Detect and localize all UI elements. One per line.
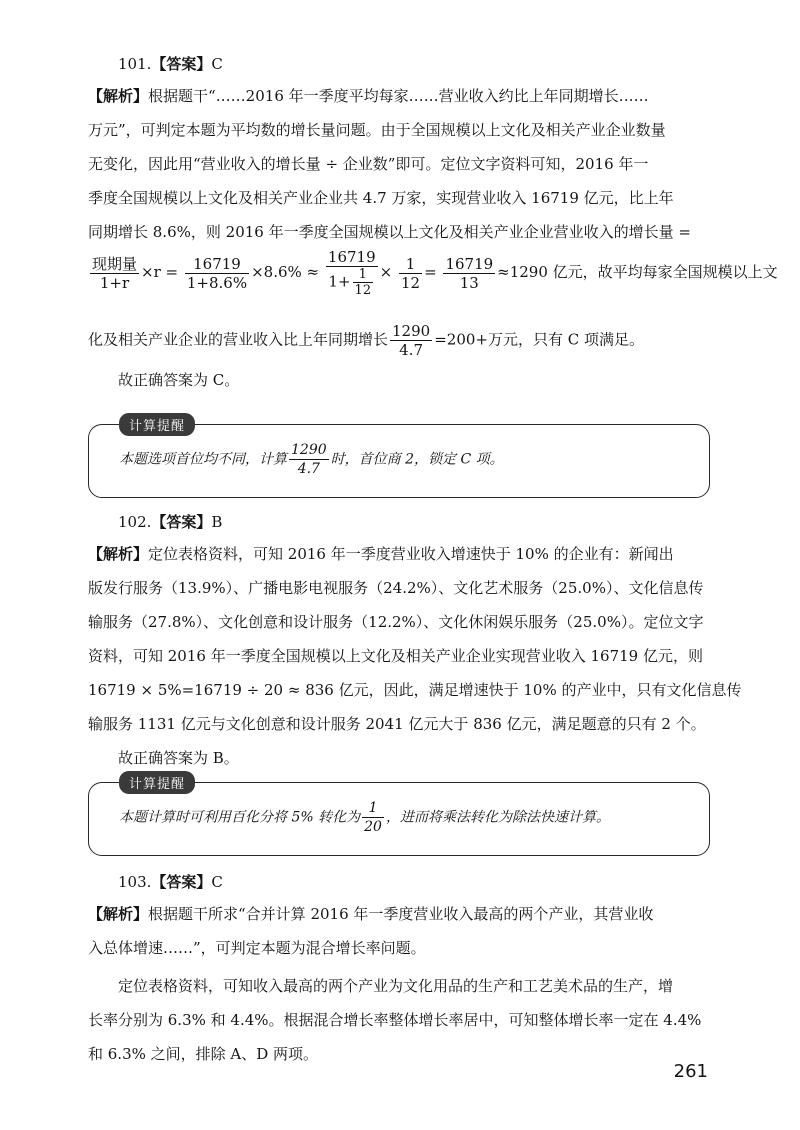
frac-den: 12 [354,283,372,298]
frac-num: 16719 [327,248,376,266]
q102-line-4: 资料，可知 2016 年一季度全国规模以上文化及相关产业企业实现营业收入 16719 亿元，则 [88,647,703,665]
frac-num: 1 [353,267,374,283]
formula-op: ×r = [141,263,179,281]
frac-den-prefix: 1+ [328,272,351,291]
q101-answer-tag: 【答案】 [151,55,212,73]
formula-tail: ≈1290 亿元，故平均每家全国规模以上文 [497,263,778,281]
q101-text: 根据题干“……2016 年一季度平均每家……营业收入约比上年同期增长…… [148,87,649,105]
q102-tip-box [88,777,710,856]
formula-op: = [424,263,437,281]
tip-post: ，进而将乘法转化为除法快速计算。 [385,809,610,826]
formula-op: ×8.6% ≈ [251,263,320,281]
formula-op: × [379,263,393,281]
q102-text: 定位表格资料，可知 2016 年一季度营业收入增速快于 10% 的企业有：新闻出 [148,545,674,563]
q103-header [118,872,223,892]
tip-fraction [289,441,329,478]
q101-line-4: 季度全国规模以上文化及相关产业企业共 4.7 万家，实现营业收入 16719 亿元，比上年 [88,189,674,207]
fraction-one-over-twelve [399,255,422,292]
q101-line7-post: =200+万元，只有 C 项满足。 [434,330,644,349]
q101-header [118,54,223,74]
frac-den: 1+8.6% [186,273,248,292]
q101-number: 101. [118,55,152,73]
frac-den: 4.7 [297,461,320,477]
frac-num: 16719 [445,254,494,273]
q103-answer-tag: 【答案】 [151,873,212,891]
page-number: 261 [673,1061,708,1082]
q102-number: 102. [118,513,152,531]
q103-number: 103. [118,873,152,891]
q102-tip-text [119,799,610,836]
q101-tip-box [88,419,710,498]
frac-den: 1+r [99,273,130,292]
frac-num: 16719 [185,255,249,274]
q102-line-3: 输服务（27.8%）、文化创意和设计服务（12.2%）、文化休闲娱乐服务（25.0%）。定位文字 [88,613,704,631]
q103-line-1 [88,904,712,924]
q103-line-2: 入总体增速……”，可判定本题为混合增长率问题。 [88,939,426,957]
frac-num: 1290 [291,442,327,458]
q102-line-6: 输服务 1131 亿元与文化创意和设计服务 2041 亿元大于 836 亿元，满足题意的只有 2 个。 [88,715,706,733]
q103-text: 根据题干所求“合并计算 2016 年一季度营业收入最高的两个产业，其营业收 [148,905,654,923]
q101-conclusion: 故正确答案为 C。 [118,371,240,389]
tip-pre: 本题选项首位均不同，计算 [119,451,287,468]
fraction-revenue-nested [326,248,378,298]
frac-num: 1 [362,799,384,818]
frac-den: 12 [400,273,421,292]
tip-fraction [362,799,384,836]
q101-answer: C [211,55,223,73]
q103-answer: C [211,873,223,891]
tip-post: 时，首位商 2，锁定 C 项。 [330,451,504,468]
q102-analysis-tag: 【解析】 [88,545,149,563]
fraction-revenue-growth [185,255,249,292]
q101-line7-pre: 化及相关产业企业的营业收入比上年同期增长 [88,330,389,349]
frac-den: 20 [364,819,382,835]
q102-header [118,512,222,532]
q101-line-5: 同期增长 8.6%，则 2016 年一季度全国规模以上文化及相关产业企业营业收入的增长量 = [88,223,691,241]
frac-den: 4.7 [399,341,424,359]
frac-den [326,267,378,298]
q103-para2-line-3: 和 6.3% 之间，排除 A、D 两项。 [88,1045,319,1063]
q102-line-2: 版发行服务（13.9%）、广播电影电视服务（24.2%）、文化艺术服务（25.0%）、文化信息传 [88,579,704,597]
tip-pre: 本题计算时可利用百化分将 5% 转化为 [119,809,361,826]
fraction-revenue-over-13 [443,255,495,292]
q101-line-1 [88,86,712,106]
q102-line-5: 16719 × 5%=16719 ÷ 20 ≈ 836 亿元，因此，满足增速快于 10% 的产业中，只有文化信息传 [88,681,742,699]
q102-conclusion: 故正确答案为 B。 [118,749,239,767]
q103-analysis-tag: 【解析】 [88,905,149,923]
q102-tip-badge: 计算提醒 [119,771,195,794]
frac-num: 1 [399,255,422,274]
q102-answer-tag: 【答案】 [151,513,212,531]
q103-para2-line-2: 长率分别为 6.3% 和 4.4%。根据混合增长率整体增长率居中，可知整体增长率一定在 4.4% [88,1011,702,1029]
q101-tip-badge: 计算提醒 [119,413,195,436]
frac-num: 1290 [392,322,431,340]
frac-den: 13 [459,273,479,292]
q101-line-2: 万元”，可判定本题为平均数的增长量问题。由于全国规模以上文化及相关产业企业数量 [88,121,666,139]
q102-answer: B [211,513,223,531]
q101-tip-text [119,441,504,478]
q101-formula-line [88,248,778,298]
frac-num: 现期量 [92,254,138,273]
fraction-1290-over-4-7 [390,322,432,359]
fraction-current-over-growth [90,255,139,292]
q102-line-1 [88,544,712,564]
q101-line-7 [88,322,712,359]
q101-analysis-tag: 【解析】 [88,87,149,105]
fraction-one-twelfth [353,267,374,298]
q101-line-3: 无变化，因此用“营业收入的增长量 ÷ 企业数”即可。定位文字资料可知，2016 年一 [88,155,649,173]
q103-para2-line-1: 定位表格资料，可知收入最高的两个产业为文化用品的生产和工艺美术品的生产，增 [118,977,674,995]
